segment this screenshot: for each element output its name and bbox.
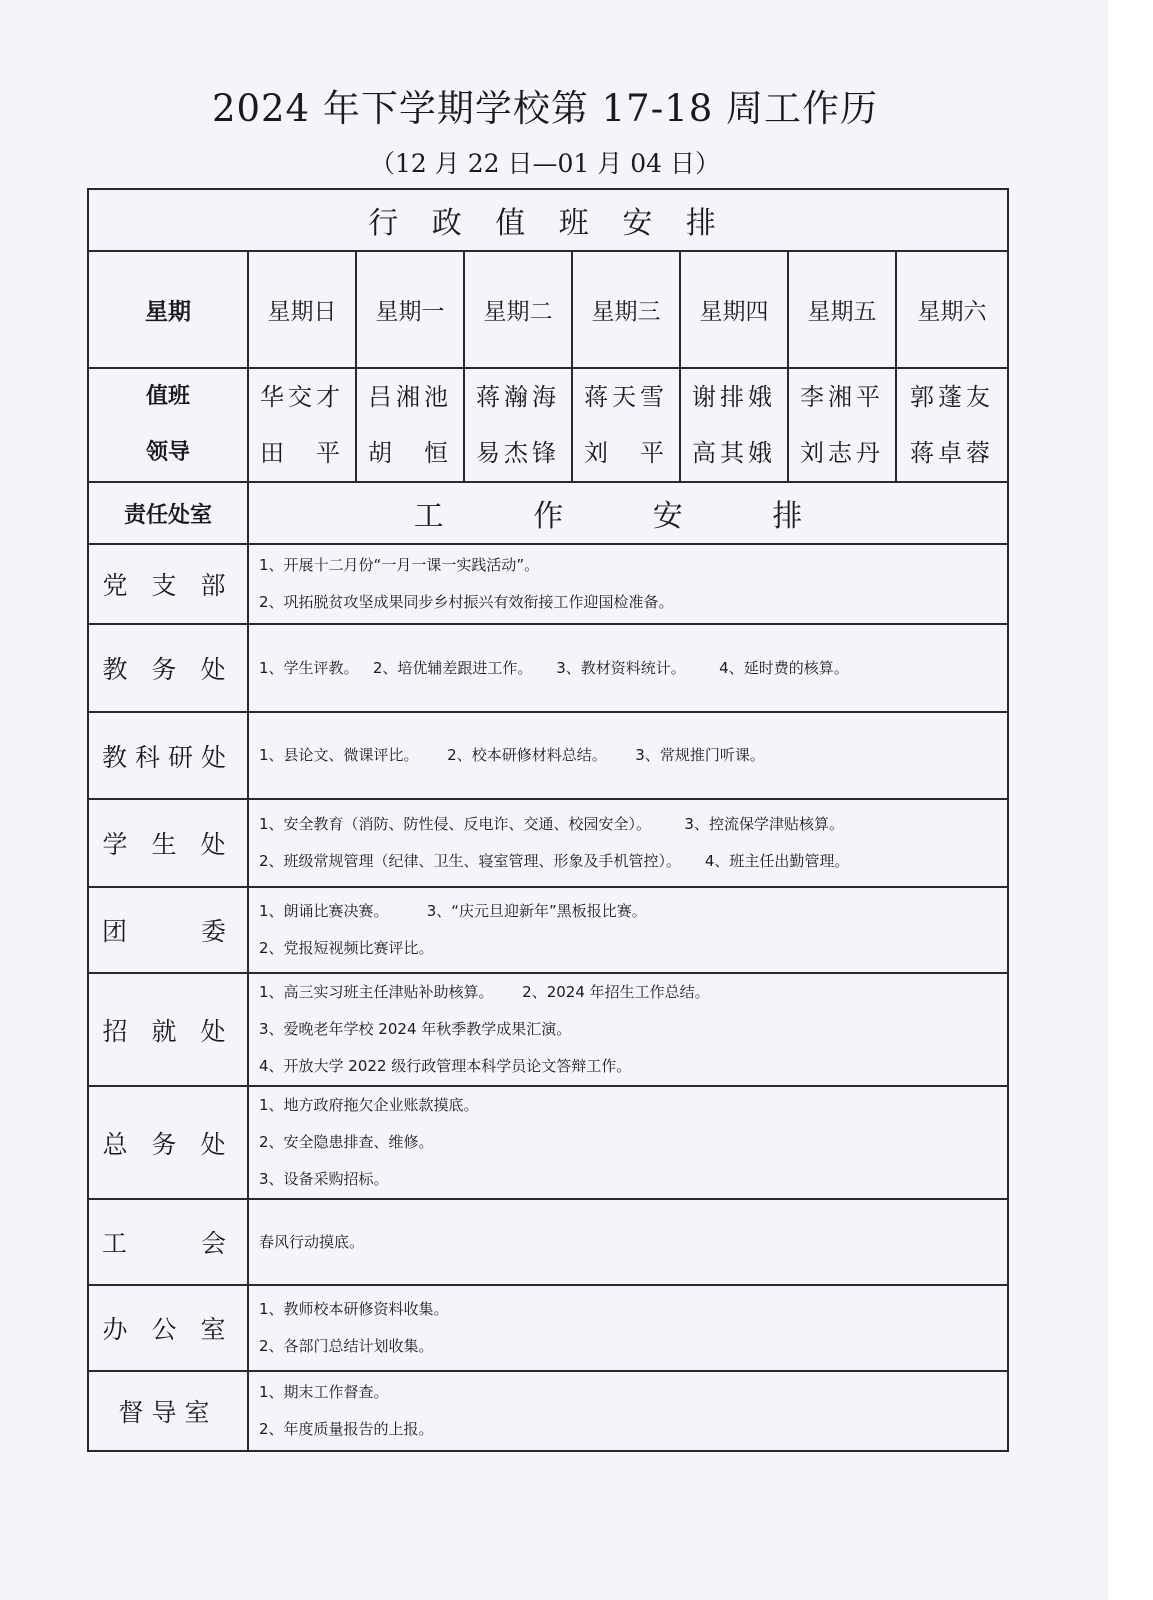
duty-leaders-cell: 华交才 田 平 xyxy=(248,368,356,482)
department-tasks xyxy=(248,1086,1008,1199)
department-name: 党 支 部 xyxy=(88,544,248,624)
page-edge xyxy=(1108,0,1153,1600)
work-calendar-table xyxy=(87,188,1007,1452)
task-item: 2、年度质量报告的上报。 xyxy=(259,1420,434,1438)
duty-leaders-cell: 吕湘池 胡 恒 xyxy=(356,368,464,482)
task-item: 3、设备采购招标。 xyxy=(259,1170,389,1188)
department-row xyxy=(88,1285,1008,1371)
duty-section-heading: 行 政 值 班 安 排 xyxy=(88,189,1008,251)
work-plan-header-row xyxy=(88,482,1008,544)
weekday-cell: 星期四 xyxy=(680,251,788,368)
task-item: 2、党报短视频比赛评比。 xyxy=(259,939,434,957)
department-row xyxy=(88,1086,1008,1199)
department-tasks xyxy=(248,799,1008,887)
department-tasks xyxy=(248,712,1008,799)
department-row xyxy=(88,799,1008,887)
department-row xyxy=(88,1199,1008,1285)
department-name: 教科研处 xyxy=(88,712,248,799)
department-tasks xyxy=(248,887,1008,973)
date-range-subtitle: （12 月 22 日—01 月 04 日） xyxy=(370,149,720,178)
task-item: 2、安全隐患排查、维修。 xyxy=(259,1133,434,1151)
task-item: 1、高三实习班主任津贴补助核算。 2、2024 年招生工作总结。 xyxy=(259,983,710,1001)
department-tasks xyxy=(248,1371,1008,1451)
task-item: 1、期末工作督查。 xyxy=(259,1383,389,1401)
weekday-cell: 星期三 xyxy=(572,251,680,368)
department-row xyxy=(88,712,1008,799)
weekday-cell: 星期六 xyxy=(896,251,1008,368)
department-tasks xyxy=(248,624,1008,712)
department-row xyxy=(88,1371,1008,1451)
duty-leaders-cell: 蒋瀚海 易杰锋 xyxy=(464,368,572,482)
department-header: 责任处室 xyxy=(88,482,248,544)
task-item: 2、班级常规管理（纪律、卫生、寝室管理、形象及手机管控）。 4、班主任出勤管理。 xyxy=(259,852,850,870)
department-name: 办 公 室 xyxy=(88,1285,248,1371)
department-name: 团 委 xyxy=(88,887,248,973)
task-item: 1、地方政府拖欠企业账款摸底。 xyxy=(259,1096,479,1114)
department-name: 总 务 处 xyxy=(88,1086,248,1199)
weekday-label: 星期 xyxy=(88,251,248,368)
task-item: 2、巩拓脱贫攻坚成果同步乡村振兴有效衔接工作迎国检准备。 xyxy=(259,593,674,611)
task-item: 1、朗诵比赛决赛。 3、“庆元旦迎新年”黑板报比赛。 xyxy=(259,902,647,920)
task-item: 1、安全教育（消防、防性侵、反电诈、交通、校园安全）。 3、控流保学津贴核算。 xyxy=(259,815,844,833)
department-row xyxy=(88,624,1008,712)
duty-leaders-cell: 蒋天雪 刘 平 xyxy=(572,368,680,482)
department-tasks xyxy=(248,1285,1008,1371)
duty-leaders-cell: 谢排娥 高其娥 xyxy=(680,368,788,482)
department-row xyxy=(88,544,1008,624)
task-item: 1、开展十二月份“一月一课一实践活动”。 xyxy=(259,556,540,574)
department-name: 督导室 xyxy=(88,1371,248,1451)
task-item: 2、各部门总结计划收集。 xyxy=(259,1337,434,1355)
weekday-cell: 星期日 xyxy=(248,251,356,368)
duty-leaders-cell: 郭蓬友 蒋卓蓉 xyxy=(896,368,1008,482)
task-item: 3、爱晚老年学校 2024 年秋季教学成果汇演。 xyxy=(259,1020,572,1038)
task-item: 1、县论文、微课评比。 2、校本研修材料总结。 3、常规推门听课。 xyxy=(259,746,765,764)
task-item: 春风行动摸底。 xyxy=(259,1232,365,1251)
duty-leader-label: 值班 领导 xyxy=(88,368,248,482)
department-tasks xyxy=(248,973,1008,1086)
weekday-cell: 星期五 xyxy=(788,251,896,368)
department-name: 招 就 处 xyxy=(88,973,248,1086)
department-name: 工 会 xyxy=(88,1199,248,1285)
weekday-cell: 星期一 xyxy=(356,251,464,368)
task-item: 1、学生评教。 2、培优辅差跟进工作。 3、教材资料统计。 4、延时费的核算。 xyxy=(259,658,849,677)
department-name: 学 生 处 xyxy=(88,799,248,887)
work-plan-header: 工 作 安 排 xyxy=(248,482,1008,544)
duty-leaders-cell: 李湘平 刘志丹 xyxy=(788,368,896,482)
duty-leaders-row xyxy=(88,368,1008,482)
weekday-cell: 星期二 xyxy=(464,251,572,368)
department-tasks xyxy=(248,544,1008,624)
document-title: 2024 年下学期学校第 17-18 周工作历 xyxy=(211,87,879,130)
task-item: 4、开放大学 2022 级行政管理本科学员论文答辩工作。 xyxy=(259,1057,632,1075)
department-tasks xyxy=(248,1199,1008,1285)
department-row xyxy=(88,973,1008,1086)
task-item: 1、教师校本研修资料收集。 xyxy=(259,1300,449,1318)
department-name: 教 务 处 xyxy=(88,624,248,712)
weekday-header-row xyxy=(88,251,1008,368)
department-row xyxy=(88,887,1008,973)
